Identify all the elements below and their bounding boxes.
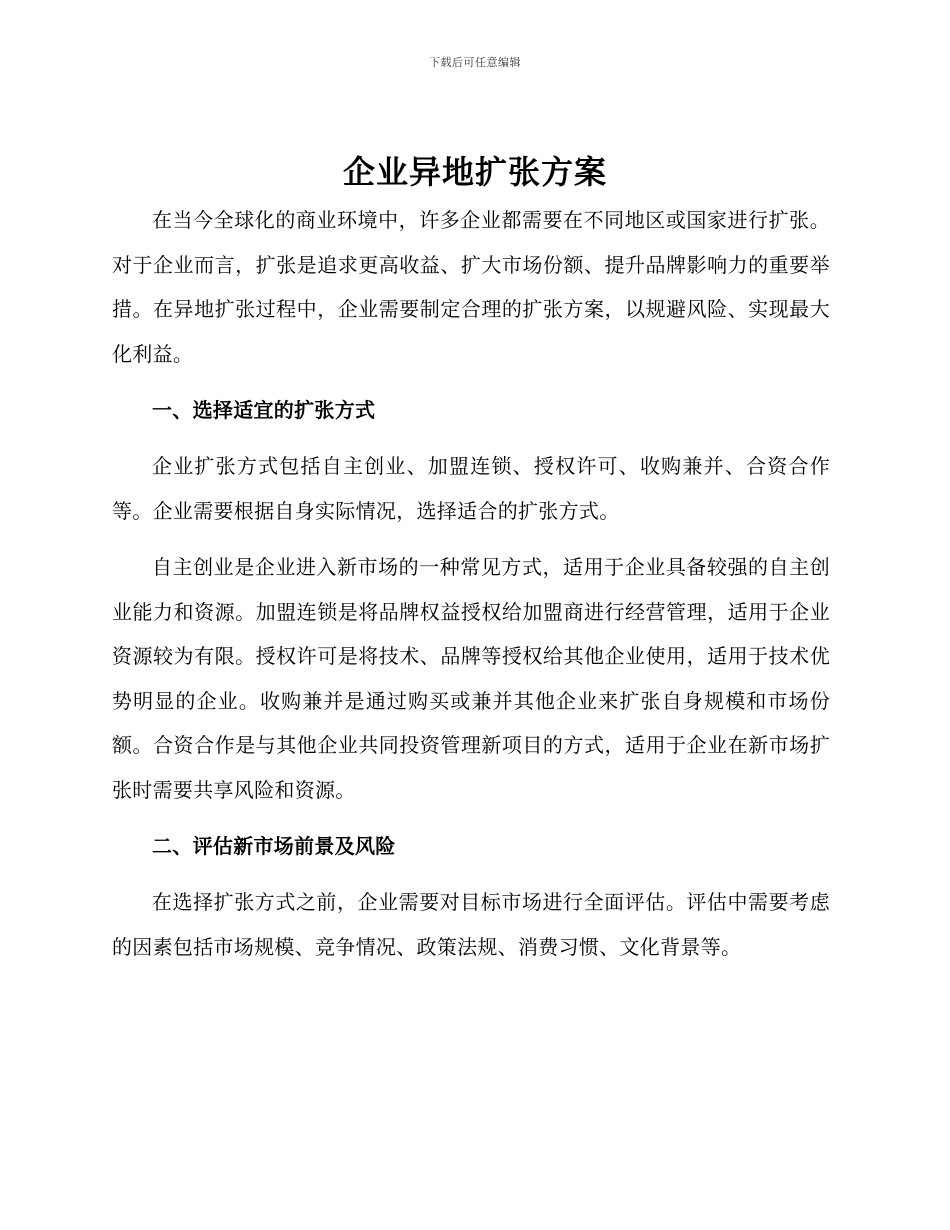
header-note: 下载后可任意编辑 — [429, 56, 521, 69]
intro-paragraph: 在当今全球化的商业环境中，许多企业都需要在不同地区或国家进行扩张。对于企业而言，扩张是追求更高收益、扩大市场份额、提升品牌影响力的重要举措。在异地扩张过程中，企业需要制定合理的扩张方案，以规避风险、实现最大化利益。 — [112, 208, 830, 366]
section-2-paragraph-1: 在选择扩张方式之前，企业需要对目标市场进行全面评估。评估中需要考虑的因素包括市场规模、竞争情况、政策法规、消费习惯、文化背景等。 — [112, 890, 830, 959]
section-1-paragraph-2: 自主创业是企业进入新市场的一种常见方式，适用于企业具备较强的自主创业能力和资源。加盟连锁是将品牌权益授权给加盟商进行经营管理，适用于企业资源较为有限。授权许可是将技术、品牌等授权给其他企业使用，适用于技术优势明显的企业。收购兼并是通过购买或兼并其他企业来扩张自身规模和市场份额。合资合作是与其他企业共同投资管理新项目的方式，适用于企业在新市场扩张时需要共享风险和资源。 — [112, 555, 830, 802]
section-heading-2: 二、评估新市场前景及风险 — [152, 834, 396, 858]
document-body — [112, 198, 830, 969]
section-1-paragraph-1: 企业扩张方式包括自主创业、加盟连锁、授权许可、收购兼并、合资合作等。企业需要根据自身实际情况，选择适合的扩张方式。 — [112, 454, 830, 523]
document-title: 企业异地扩张方案 — [342, 153, 607, 191]
section-heading-1: 一、选择适宜的扩张方式 — [152, 398, 376, 422]
